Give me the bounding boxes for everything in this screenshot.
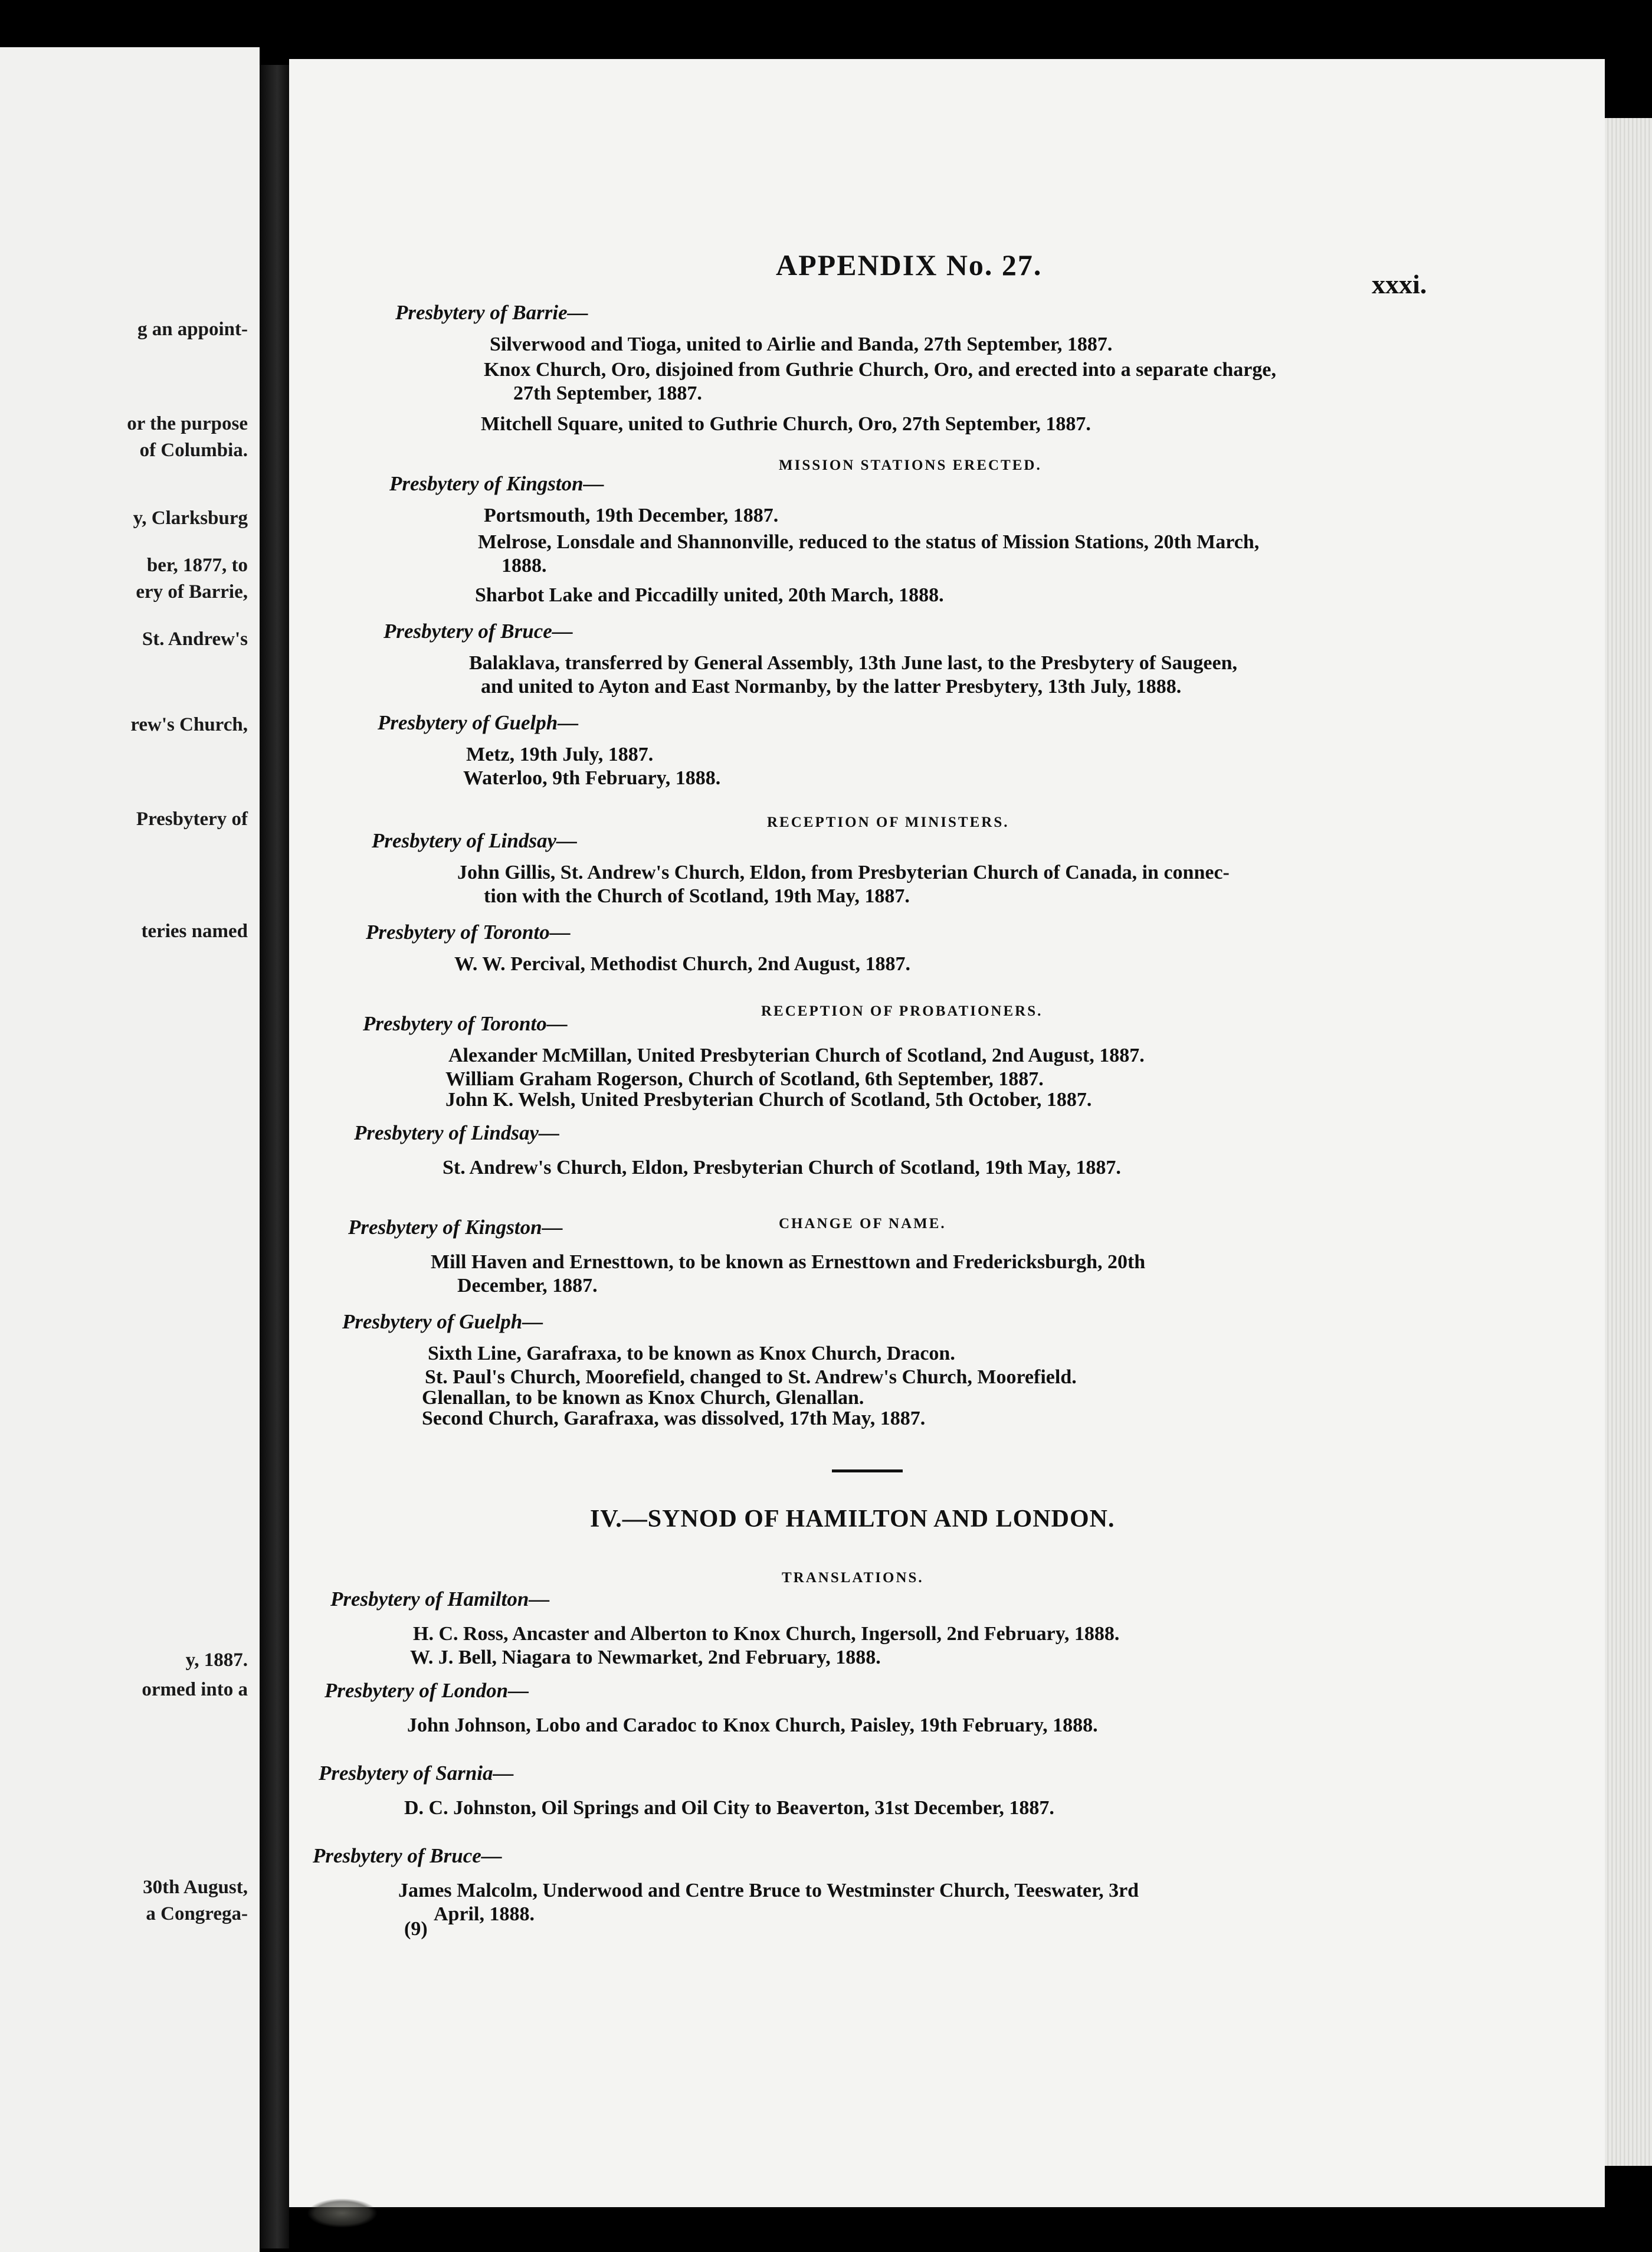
synod-heading: IV.—SYNOD OF HAMILTON AND LONDON.	[590, 1505, 1115, 1533]
presbytery-heading: Presbytery of Sarnia—	[319, 1762, 514, 1785]
section-heading: TRANSLATIONS.	[782, 1570, 924, 1586]
entry-line: St. Andrew's Church, Eldon, Presbyterian Church of Scotland, 19th May, 1887.	[442, 1157, 1121, 1179]
left-page-line: teries named	[141, 921, 248, 942]
entry-line: Alexander McMillan, United Presbyterian Church of Scotland, 2nd August, 1887.	[448, 1045, 1145, 1066]
entry-line: 27th September, 1887.	[513, 382, 702, 404]
section-divider	[832, 1469, 903, 1472]
presbytery-heading: Presbytery of Lindsay—	[372, 829, 577, 852]
section-heading: CHANGE OF NAME.	[779, 1216, 946, 1232]
left-page-line: 30th August,	[143, 1877, 248, 1898]
section-heading: MISSION STATIONS ERECTED.	[779, 457, 1042, 473]
entry-line: John K. Welsh, United Presbyterian Church of Scotland, 5th October, 1887.	[445, 1089, 1092, 1111]
presbytery-heading: Presbytery of Lindsay—	[354, 1121, 559, 1144]
left-page-line: ery of Barrie,	[136, 581, 248, 603]
entry-line: Balaklava, transferred by General Assembly, 13th June last, to the Presbytery of Saugeen,	[469, 652, 1238, 674]
left-page-line: y, 1887.	[185, 1649, 248, 1671]
presbytery-heading: Presbytery of Kingston—	[348, 1216, 563, 1239]
presbytery-heading: Presbytery of Toronto—	[363, 1012, 568, 1035]
page-header: APPENDIX No. 27.	[776, 248, 1043, 282]
presbytery-heading: Presbytery of Toronto—	[366, 921, 571, 944]
entry-line: 1888.	[502, 555, 547, 577]
presbytery-heading: Presbytery of Hamilton—	[330, 1587, 550, 1611]
entry-line: Mitchell Square, united to Guthrie Church, Oro, 27th September, 1887.	[481, 413, 1091, 435]
left-page-line: St. Andrew's	[142, 629, 248, 650]
entry-line: Metz, 19th July, 1887.	[466, 744, 654, 765]
entry-line: April, 1888.	[434, 1903, 535, 1925]
left-page-line: y, Clarksburg	[133, 508, 248, 529]
page-edges	[1605, 118, 1652, 2166]
entry-line: W. J. Bell, Niagara to Newmarket, 2nd February, 1888.	[410, 1647, 881, 1668]
signature-mark: (9)	[404, 1918, 428, 1940]
entry-line: Mill Haven and Ernesttown, to be known as Ernesttown and Fredericksburgh, 20th	[431, 1251, 1146, 1273]
entry-line: December, 1887.	[457, 1275, 598, 1297]
entry-line: tion with the Church of Scotland, 19th May, 1887.	[484, 885, 910, 907]
section-heading: RECEPTION OF MINISTERS.	[767, 814, 1009, 830]
entry-line: Melrose, Lonsdale and Shannonville, reduced to the status of Mission Stations, 20th March,	[478, 531, 1260, 553]
entry-line: and united to Ayton and East Normanby, by the latter Presbytery, 13th July, 1888.	[481, 676, 1182, 698]
entry-line: William Graham Rogerson, Church of Scotland, 6th September, 1887.	[445, 1068, 1044, 1090]
left-page-line: rew's Church,	[130, 714, 248, 735]
entry-line: Silverwood and Tioga, united to Airlie and Banda, 27th September, 1887.	[490, 333, 1113, 355]
entry-line: Glenallan, to be known as Knox Church, Glenallan.	[422, 1387, 864, 1409]
left-page-line: a Congrega-	[146, 1903, 248, 1924]
entry-line: James Malcolm, Underwood and Centre Bruce to Westminster Church, Teeswater, 3rd	[398, 1880, 1139, 1901]
left-page-line: g an appoint-	[137, 319, 248, 340]
document-page	[289, 59, 1605, 2207]
entry-line: Second Church, Garafraxa, was dissolved, 17th May, 1887.	[422, 1408, 926, 1429]
entry-line: W. W. Percival, Methodist Church, 2nd August, 1887.	[454, 953, 911, 975]
left-page-line: Presbytery of	[136, 809, 248, 830]
page-number: xxxi.	[1372, 269, 1427, 299]
presbytery-heading: Presbytery of London—	[324, 1679, 529, 1702]
presbytery-heading: Presbytery of Bruce—	[384, 620, 573, 643]
entry-line: H. C. Ross, Ancaster and Alberton to Knox Church, Ingersoll, 2nd February, 1888.	[413, 1623, 1120, 1645]
entry-line: John Gillis, St. Andrew's Church, Eldon, from Presbyterian Church of Canada, in connec-	[457, 862, 1230, 883]
left-page-line: or the purpose	[127, 413, 248, 434]
entry-line: St. Paul's Church, Moorefield, changed to St. Andrew's Church, Moorefield.	[425, 1366, 1077, 1388]
entry-line: Portsmouth, 19th December, 1887.	[484, 505, 779, 526]
entry-line: John Johnson, Lobo and Caradoc to Knox Church, Paisley, 19th February, 1888.	[407, 1714, 1098, 1736]
presbytery-heading: Presbytery of Barrie—	[395, 301, 588, 324]
entry-line: Knox Church, Oro, disjoined from Guthrie Church, Oro, and erected into a separate charge,	[484, 359, 1276, 381]
entry-line: Sharbot Lake and Piccadilly united, 20th March, 1888.	[475, 584, 944, 606]
left-page-line: ormed into a	[142, 1679, 248, 1700]
section-heading: RECEPTION OF PROBATIONERS.	[761, 1003, 1043, 1019]
left-page-line: ber, 1877, to	[146, 555, 248, 576]
presbytery-heading: Presbytery of Guelph—	[378, 711, 579, 734]
presbytery-heading: Presbytery of Bruce—	[313, 1844, 502, 1867]
scan-artifact	[307, 2198, 378, 2228]
entry-line: D. C. Johnston, Oil Springs and Oil City to Beaverton, 31st December, 1887.	[404, 1797, 1054, 1819]
previous-page-fragment	[0, 47, 260, 2252]
entry-line: Sixth Line, Garafraxa, to be known as Knox Church, Dracon.	[428, 1343, 955, 1364]
presbytery-heading: Presbytery of Kingston—	[389, 472, 604, 495]
entry-line: Waterloo, 9th February, 1888.	[463, 767, 721, 789]
presbytery-heading: Presbytery of Guelph—	[342, 1310, 543, 1333]
left-page-line: of Columbia.	[139, 440, 248, 461]
book-gutter	[260, 65, 289, 2248]
